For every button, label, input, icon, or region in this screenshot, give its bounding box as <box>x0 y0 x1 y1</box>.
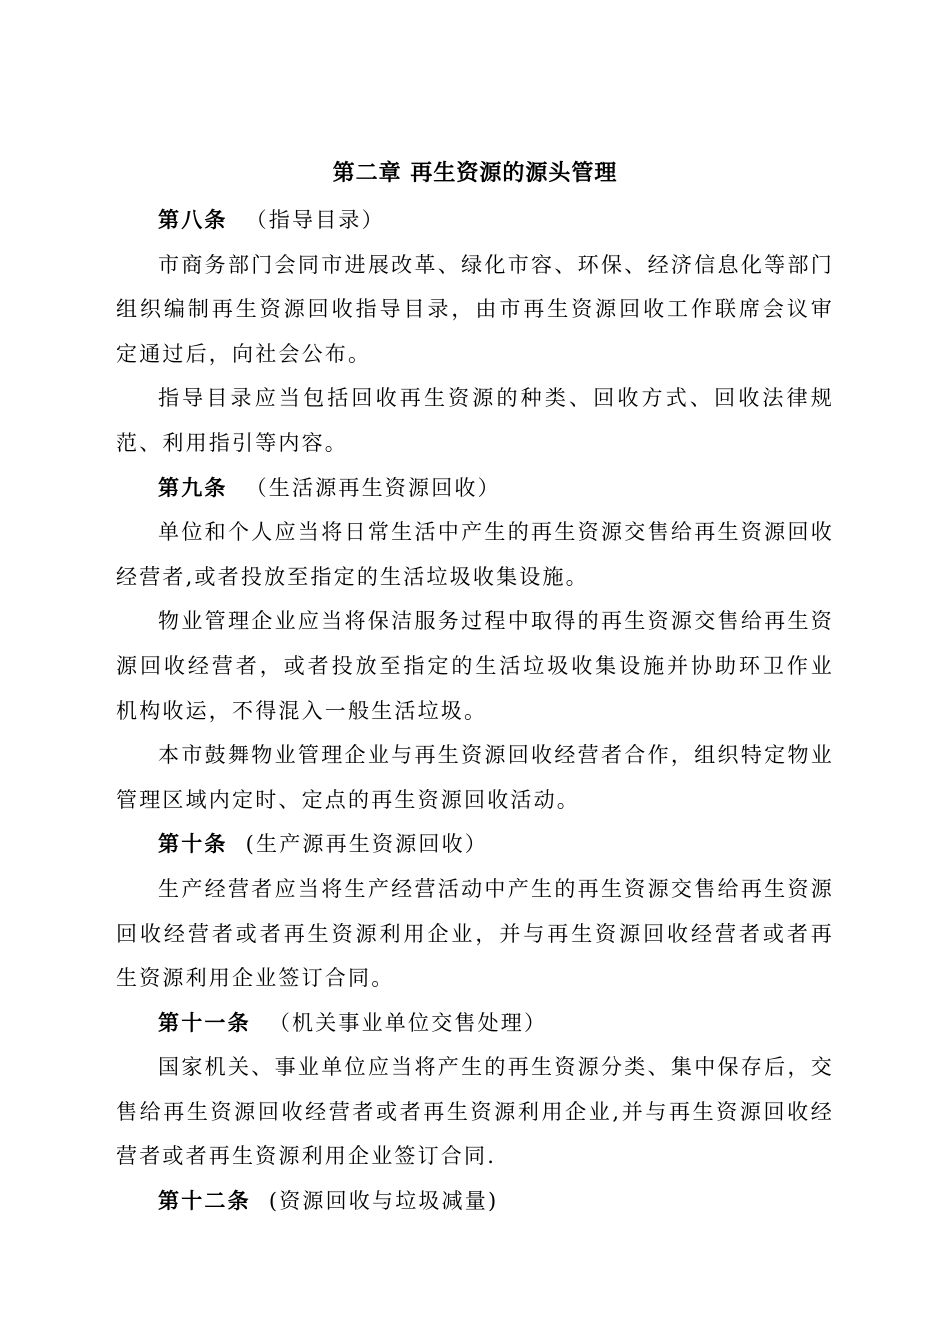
article-number: 第十条 <box>158 832 228 857</box>
article-title: (资源回收与垃圾减量) <box>268 1189 499 1214</box>
paragraph: 物业管理企业应当将保洁服务过程中取得的再生资源交售给再生资源回收经营者，或者投放至指定的生活垃圾收集设施并协助环卫作业机构收运，不得混入一般生活垃圾。 <box>116 609 834 723</box>
paragraph: 单位和个人应当将日常生活中产生的再生资源交售给再生资源回收经营者,或者投放至指定的生活垃圾收集设施。 <box>116 520 834 589</box>
paragraph: 生产经营者应当将生产经营活动中产生的再生资源交售给再生资源回收经营者或者再生资源利用企业，并与再生资源回收经营者或者再生资源利用企业签订合同。 <box>116 876 834 991</box>
paragraph: 指导目录应当包括回收再生资源的种类、回收方式、回收法律规范、利用指引等内容。 <box>116 386 834 455</box>
article-heading <box>116 1001 834 1046</box>
article-title: (生产源再生资源回收） <box>245 832 489 857</box>
article-heading <box>116 466 834 511</box>
document-body <box>116 198 834 1224</box>
article-title: （指导目录） <box>245 208 385 232</box>
article-heading <box>116 822 834 867</box>
article-number: 第十二条 <box>158 1189 251 1214</box>
article-heading <box>116 1179 834 1224</box>
paragraph: 国家机关、事业单位应当将产生的再生资源分类、集中保存后，交售给再生资源回收经营者或者再生资源利用企业,并与再生资源回收经营者或者再生资源利用企业签订合同. <box>116 1055 834 1169</box>
paragraph: 本市鼓舞物业管理企业与再生资源回收经营者合作，组织特定物业管理区域内定时、定点的再生资源回收活动。 <box>116 743 834 812</box>
article-title: （机关事业单位交售处理） <box>268 1010 548 1035</box>
article-number: 第十一条 <box>158 1010 251 1035</box>
article-heading <box>116 198 834 243</box>
chapter-title: 第二章 再生资源的源头管理 <box>332 161 618 186</box>
article-title: （生活源再生资源回收） <box>245 475 501 500</box>
paragraph: 市商务部门会同市进展改革、绿化市容、环保、经济信息化等部门组织编制再生资源回收指导目录，由市再生资源回收工作联席会议审定通过后，向社会公布。 <box>116 252 834 366</box>
article-number: 第八条 <box>158 208 228 232</box>
article-number: 第九条 <box>158 475 228 500</box>
